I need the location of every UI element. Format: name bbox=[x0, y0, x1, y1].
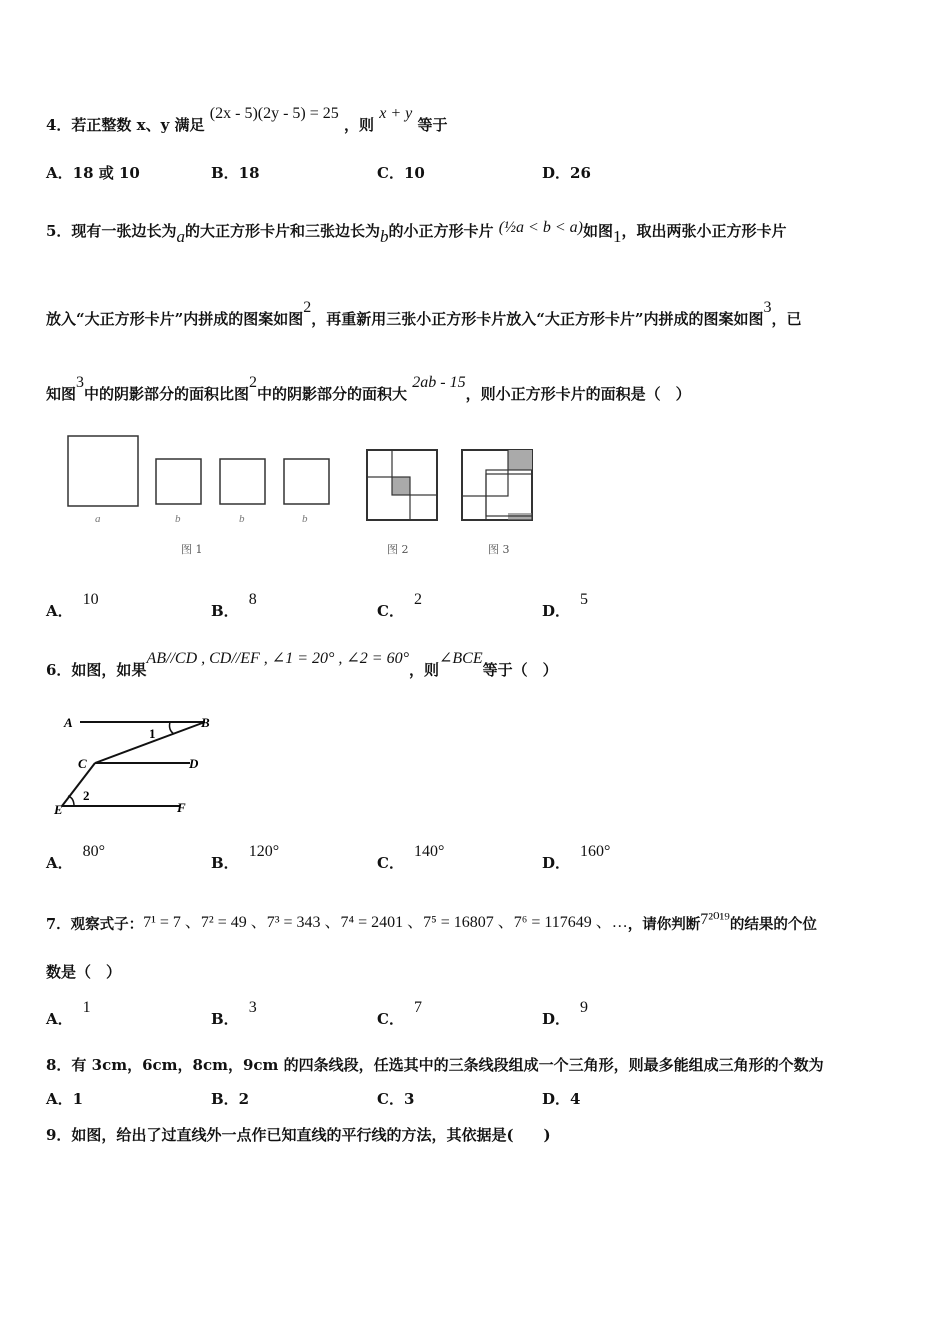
option-letter: C． bbox=[377, 854, 404, 872]
q6-stem bbox=[46, 650, 558, 680]
q5-text: 中的阴影部分的面积比图 bbox=[84, 385, 250, 403]
option-value: 1 bbox=[82, 999, 91, 1016]
q8-stem: 8．有 3cm，6cm，8cm，9cm 的四条线段，任选其中的三条线段组成一个三角形，则最多能组成三角形的个数为 bbox=[46, 1056, 824, 1074]
q5-text: ，再重新用三张小正方形卡片放入“大正方形卡片”内拼成的图案如图 bbox=[311, 310, 764, 328]
q6-text: ，则 bbox=[408, 661, 439, 679]
angle1-arc bbox=[170, 722, 175, 734]
option-value: 10 bbox=[82, 591, 99, 608]
q5-option-a[interactable] bbox=[46, 591, 99, 621]
q6-option-a[interactable] bbox=[46, 843, 106, 873]
q5-text: 的小正方形卡片 bbox=[388, 222, 494, 240]
q5-option-d[interactable] bbox=[542, 591, 589, 621]
fig2-caption: 图 2 bbox=[387, 543, 409, 556]
option-value: 3 bbox=[248, 999, 257, 1016]
fig3-caption: 图 3 bbox=[488, 543, 510, 556]
q4-equation: (2x - 5)(2y - 5) = 25 bbox=[209, 105, 339, 122]
label-F: F bbox=[177, 800, 186, 815]
fig1-label-b1: b bbox=[175, 513, 181, 525]
q8-option-c[interactable]: C．3 bbox=[377, 1090, 415, 1108]
label-B: B bbox=[201, 715, 210, 730]
q8-option-b[interactable]: B．2 bbox=[211, 1090, 250, 1108]
option-value: 160° bbox=[580, 843, 611, 860]
q6-figure bbox=[50, 708, 230, 823]
small-square-b3 bbox=[284, 459, 329, 504]
fig1-caption: 图 1 bbox=[181, 543, 203, 556]
option-letter: C． bbox=[377, 1010, 404, 1028]
q5-text: 中的阴影部分的面积大 bbox=[257, 385, 408, 403]
q6-target: ∠BCE bbox=[439, 650, 483, 667]
q6-condition: AB//CD , CD//EF , ∠1 = 20° , ∠2 = 60° bbox=[146, 650, 409, 667]
q7-option-b[interactable] bbox=[211, 999, 257, 1029]
option-value: 140° bbox=[413, 843, 445, 860]
q8-option-d[interactable]: D．4 bbox=[542, 1090, 581, 1108]
small-square-b1 bbox=[156, 459, 201, 504]
option-letter: B． bbox=[211, 854, 239, 872]
fig2-shade bbox=[392, 477, 410, 495]
q7-stem-line2: 数是（ ） bbox=[46, 963, 122, 981]
option-letter: D． bbox=[542, 602, 571, 620]
label-angle1: 1 bbox=[149, 726, 156, 741]
q5-stem-line3 bbox=[46, 374, 691, 404]
q5-diff: 2ab - 15 bbox=[412, 374, 466, 391]
option-value: 8 bbox=[248, 591, 257, 608]
fig3-card1 bbox=[462, 450, 508, 496]
option-value: 7 bbox=[413, 999, 422, 1016]
option-letter: B． bbox=[211, 1010, 239, 1028]
option-letter: B． bbox=[211, 602, 239, 620]
q7-text: ，请你判断 bbox=[627, 916, 701, 933]
q5-var-a: a bbox=[176, 227, 185, 246]
q7-text: 7．观察式子： bbox=[46, 916, 144, 933]
q7-power: 7²⁰¹⁹ bbox=[700, 911, 730, 928]
q4-text2: ，则 bbox=[344, 116, 375, 134]
label-E: E bbox=[54, 802, 63, 817]
q5-var-b: b bbox=[379, 227, 389, 246]
q5-option-c[interactable] bbox=[377, 591, 422, 621]
q5-fig3-ref-2: 3 bbox=[76, 374, 85, 391]
label-angle2: 2 bbox=[83, 788, 90, 803]
q7-series: 7¹ = 7 、7² = 49 、7³ = 343 、7⁴ = 2401 、7⁵ = 16807 、7⁶ = 117649 、… bbox=[143, 914, 628, 931]
option-letter: A． bbox=[46, 1010, 73, 1028]
q4-text3: 等于 bbox=[417, 116, 448, 134]
q6-text: 等于（ ） bbox=[482, 661, 558, 679]
option-letter: A． bbox=[46, 854, 73, 872]
label-A: A bbox=[64, 715, 73, 730]
q5-stem-line1 bbox=[46, 219, 787, 246]
q5-condition: (½a < b < a) bbox=[498, 219, 583, 236]
q5-text: 5．现有一张边长为 bbox=[46, 222, 177, 240]
q5-fig2-ref-2: 2 bbox=[249, 374, 258, 391]
q7-option-d[interactable] bbox=[542, 999, 589, 1029]
q5-text: ，取出两张小正方形卡片 bbox=[621, 222, 787, 240]
fig1-label-b3: b bbox=[302, 513, 308, 525]
fig1-label-a: a bbox=[95, 513, 101, 525]
q7-stem-line1 bbox=[46, 911, 817, 934]
q7-option-c[interactable] bbox=[377, 999, 422, 1029]
q5-text: 知图 bbox=[46, 385, 77, 403]
fig3-shade-top bbox=[508, 450, 532, 470]
q4-stem bbox=[46, 105, 448, 135]
q7-option-a[interactable] bbox=[46, 999, 91, 1029]
q5-fig2-ref: 2 bbox=[303, 299, 312, 316]
q4-text: 4．若正整数 x、y 满足 bbox=[46, 116, 205, 134]
q7-text: 的结果的个位 bbox=[729, 916, 817, 933]
q9-stem: 9．如图，给出了过直线外一点作已知直线的平行线的方法，其依据是( ) bbox=[46, 1126, 551, 1144]
label-C: C bbox=[78, 756, 87, 771]
q4-option-a[interactable]: A．18 或 10 bbox=[46, 164, 140, 182]
option-letter: C． bbox=[377, 602, 404, 620]
q5-text: ，则小正方形卡片的面积是（ ） bbox=[465, 385, 691, 403]
q5-figure bbox=[60, 430, 550, 565]
q4-option-b[interactable]: B．18 bbox=[211, 164, 260, 182]
label-D: D bbox=[189, 756, 199, 771]
option-value: 80° bbox=[82, 843, 106, 860]
q5-text: 如图 bbox=[582, 222, 613, 240]
q6-option-b[interactable] bbox=[211, 843, 280, 873]
q5-option-b[interactable] bbox=[211, 591, 257, 621]
q5-stem-line2 bbox=[46, 299, 802, 329]
q8-option-a[interactable]: A．1 bbox=[46, 1090, 84, 1108]
option-letter: A． bbox=[46, 602, 73, 620]
option-value: 2 bbox=[413, 591, 422, 608]
q4-option-d[interactable]: D．26 bbox=[542, 164, 591, 182]
fig3-card2 bbox=[486, 470, 532, 516]
q6-option-c[interactable] bbox=[377, 843, 445, 873]
small-square-b2 bbox=[220, 459, 265, 504]
q5-text: ，已 bbox=[771, 310, 802, 328]
q4-option-c[interactable]: C．10 bbox=[377, 164, 425, 182]
fig1-label-b2: b bbox=[239, 513, 245, 525]
option-value: 120° bbox=[248, 843, 280, 860]
option-letter: D． bbox=[542, 1010, 571, 1028]
q5-text: 的大正方形卡片和三张边长为 bbox=[184, 222, 380, 240]
q4-expr: x + y bbox=[379, 105, 413, 122]
big-square-a bbox=[68, 436, 138, 506]
q5-text: 放入“大正方形卡片”内拼成的图案如图 bbox=[46, 310, 304, 328]
q5-fig1-ref: 1 bbox=[612, 227, 622, 246]
option-value: 9 bbox=[580, 999, 589, 1016]
option-value: 5 bbox=[580, 591, 589, 608]
q5-fig3-ref: 3 bbox=[763, 299, 772, 316]
q6-text: 6．如图，如果 bbox=[46, 661, 147, 679]
option-letter: D． bbox=[542, 854, 571, 872]
q6-option-d[interactable] bbox=[542, 843, 611, 873]
